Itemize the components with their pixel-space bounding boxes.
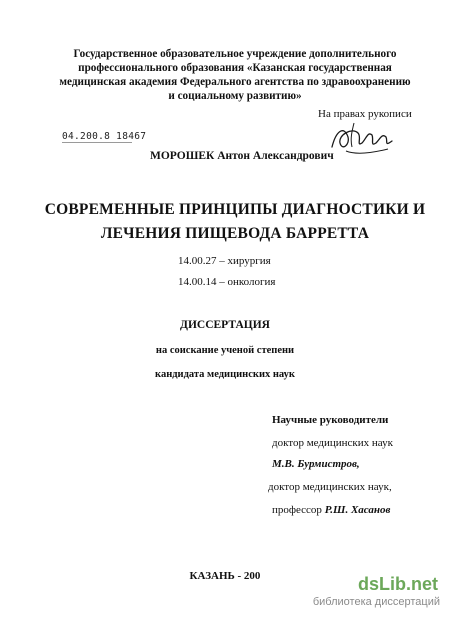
title-line-2: ЛЕЧЕНИЯ ПИЩЕВОДА БАРРЕТТА bbox=[100, 225, 370, 242]
dissertation-title bbox=[30, 198, 440, 246]
author-name: МОРОШЕК Антон Александрович bbox=[150, 150, 334, 162]
supervisor-2-rank: профессор bbox=[272, 504, 322, 516]
institution-line: профессионального образования «Казанская государственная bbox=[78, 62, 392, 74]
institution-header bbox=[40, 47, 430, 103]
watermark-logo: dsLib.net bbox=[358, 574, 438, 594]
supervisor-1-title: доктор медицинских наук bbox=[272, 437, 393, 449]
degree-line-2: кандидата медицинских наук bbox=[155, 369, 295, 380]
signature-image bbox=[326, 117, 398, 161]
document-type-heading: ДИССЕРТАЦИЯ bbox=[180, 319, 270, 331]
supervisor-1-name: М.В. Бурмистров, bbox=[272, 458, 360, 470]
city-year: КАЗАНЬ - 200 bbox=[189, 570, 261, 582]
registration-stamp: 04.200.8 18467 bbox=[62, 131, 147, 142]
watermark-subtitle: библиотека диссертаций bbox=[312, 596, 440, 608]
specialty-surgery: 14.00.27 – хирургия bbox=[178, 255, 271, 267]
stamp-underline bbox=[62, 142, 132, 143]
supervisor-2-line bbox=[272, 504, 390, 516]
institution-line: и социальному развитию» bbox=[168, 90, 302, 102]
title-line-1: СОВРЕМЕННЫЕ ПРИНЦИПЫ ДИАГНОСТИКИ И bbox=[44, 201, 426, 218]
specialty-oncology: 14.00.14 – онкология bbox=[178, 276, 276, 288]
supervisors-heading: Научные руководители bbox=[272, 414, 389, 426]
supervisor-2-name: Р.Ш. Хасанов bbox=[324, 504, 391, 516]
manuscript-rights-label: На правах рукописи bbox=[318, 108, 412, 120]
institution-line: медицинская академия Федерального агентства по здравоохранению bbox=[59, 76, 411, 88]
institution-line: Государственное образовательное учреждение дополнительного bbox=[73, 48, 397, 60]
supervisor-2-title: доктор медицинских наук, bbox=[268, 481, 392, 493]
degree-line-1: на соискание ученой степени bbox=[155, 345, 295, 356]
